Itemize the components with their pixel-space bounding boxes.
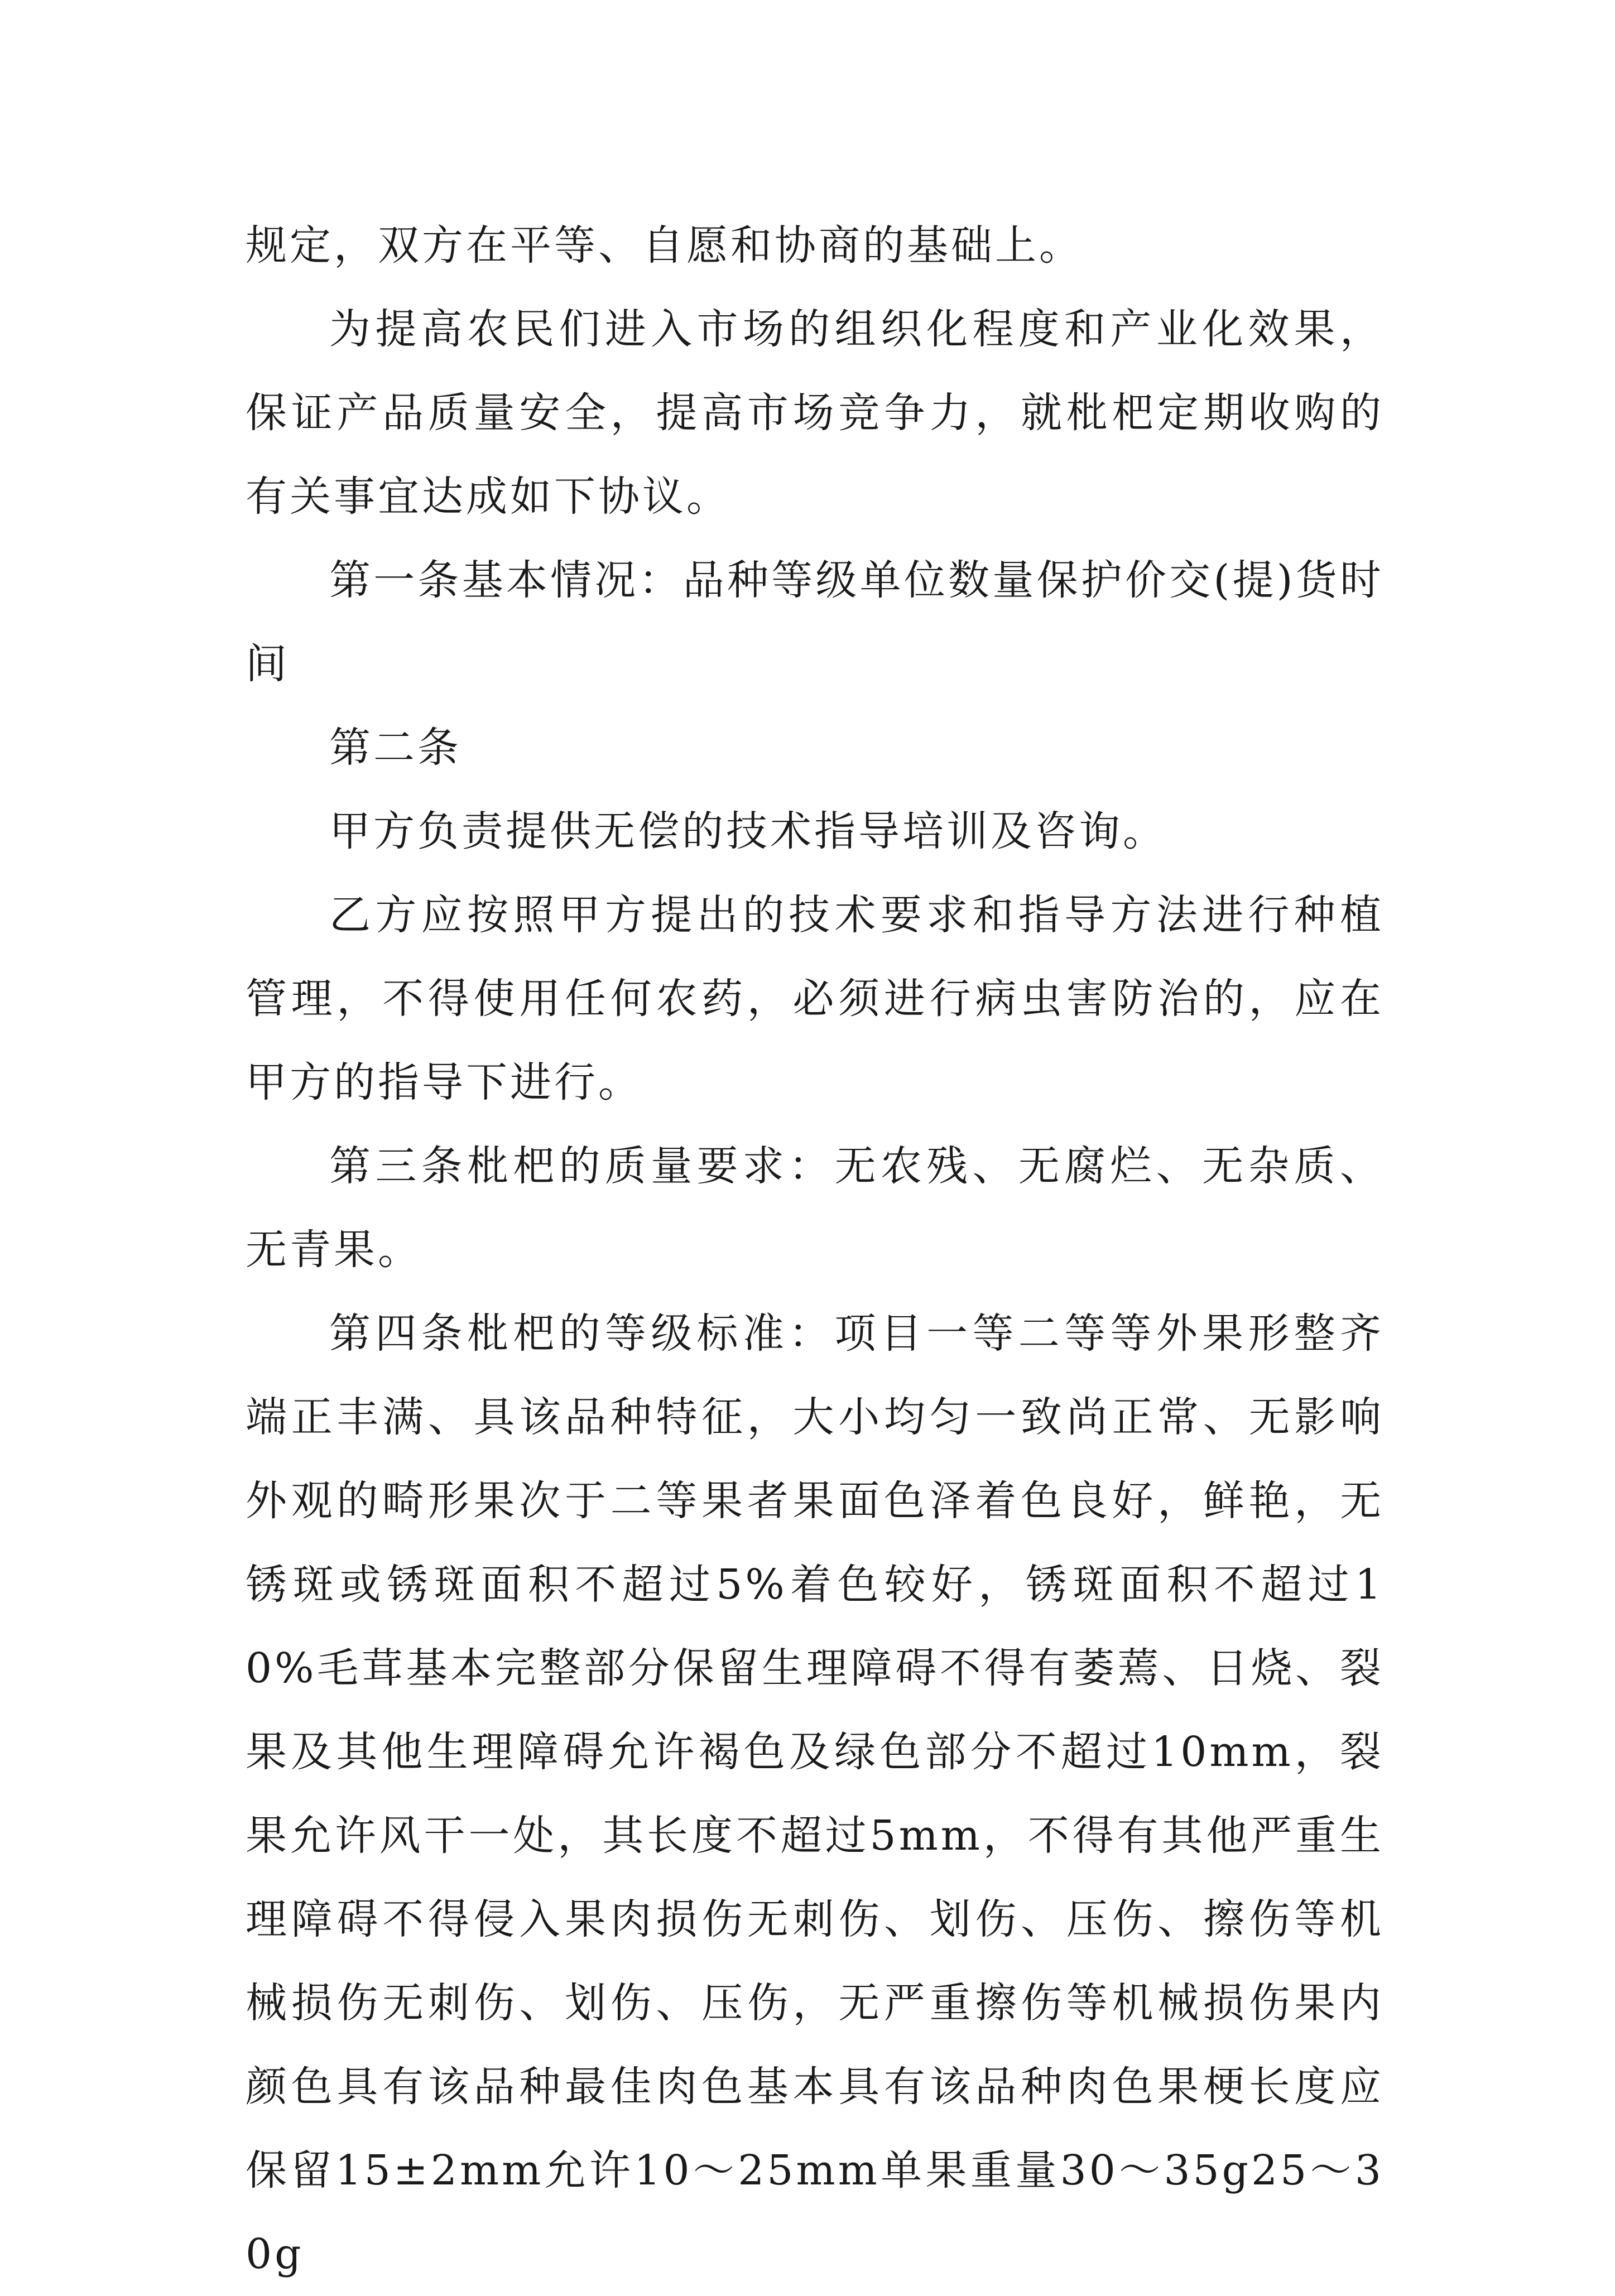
paragraph-article-4: 第四条枇杷的等级标准：项目一等二等等外果形整齐端正丰满、具该品种特征，大小均匀一致尚正常、无影响外观的畸形果次于二等果者果面色泽着色良好，鲜艳，无锈斑或锈斑面积不超过5%着色较好，锈斑面积不超过10%毛茸基本完整部分保留生理障碍不得有萎蔫、日烧、裂果及其他生理障碍允许褐色及绿色部分不超过10mm，裂果允许风干一处，其长度不超过5mm，不得有其他严重生理障碍不得侵入果肉损伤无刺伤、划伤、压伤、擦伤等机械损伤无刺伤、划伤、压伤，无严重擦伤等机械损伤果内颜色具有该品种最佳肉色基本具有该品种肉色果梗长度应保留15±2mm允许10～25mm单果重量30～35g25～30g <box>246 1310 1384 2278</box>
paragraph-purpose: 为提高农民们进入市场的组织化程度和产业化效果，保证产品质量安全，提高市场竞争力，就枇杷定期收购的有关事宜达成如下协议。 <box>246 305 1384 521</box>
paragraph-continuation: 规定，双方在平等、自愿和协商的基础上。 <box>246 222 1083 269</box>
paragraph-article-3: 第三条枇杷的质量要求：无农残、无腐烂、无杂质、无青果。 <box>246 1142 1384 1274</box>
paragraph-party-a-duty: 甲方负责提供无偿的技术指导培训及咨询。 <box>329 807 1167 855</box>
paragraph-party-b-duty: 乙方应按照甲方提出的技术要求和指导方法进行种植管理，不得使用任何农药，必须进行病虫害防治的，应在甲方的指导下进行。 <box>246 891 1384 1106</box>
paragraph-article-2-heading: 第二条 <box>329 724 462 772</box>
document-body <box>246 204 1384 2296</box>
paragraph-article-1: 第一条基本情况：品种等级单位数量保护价交(提)货时间 <box>246 556 1384 688</box>
